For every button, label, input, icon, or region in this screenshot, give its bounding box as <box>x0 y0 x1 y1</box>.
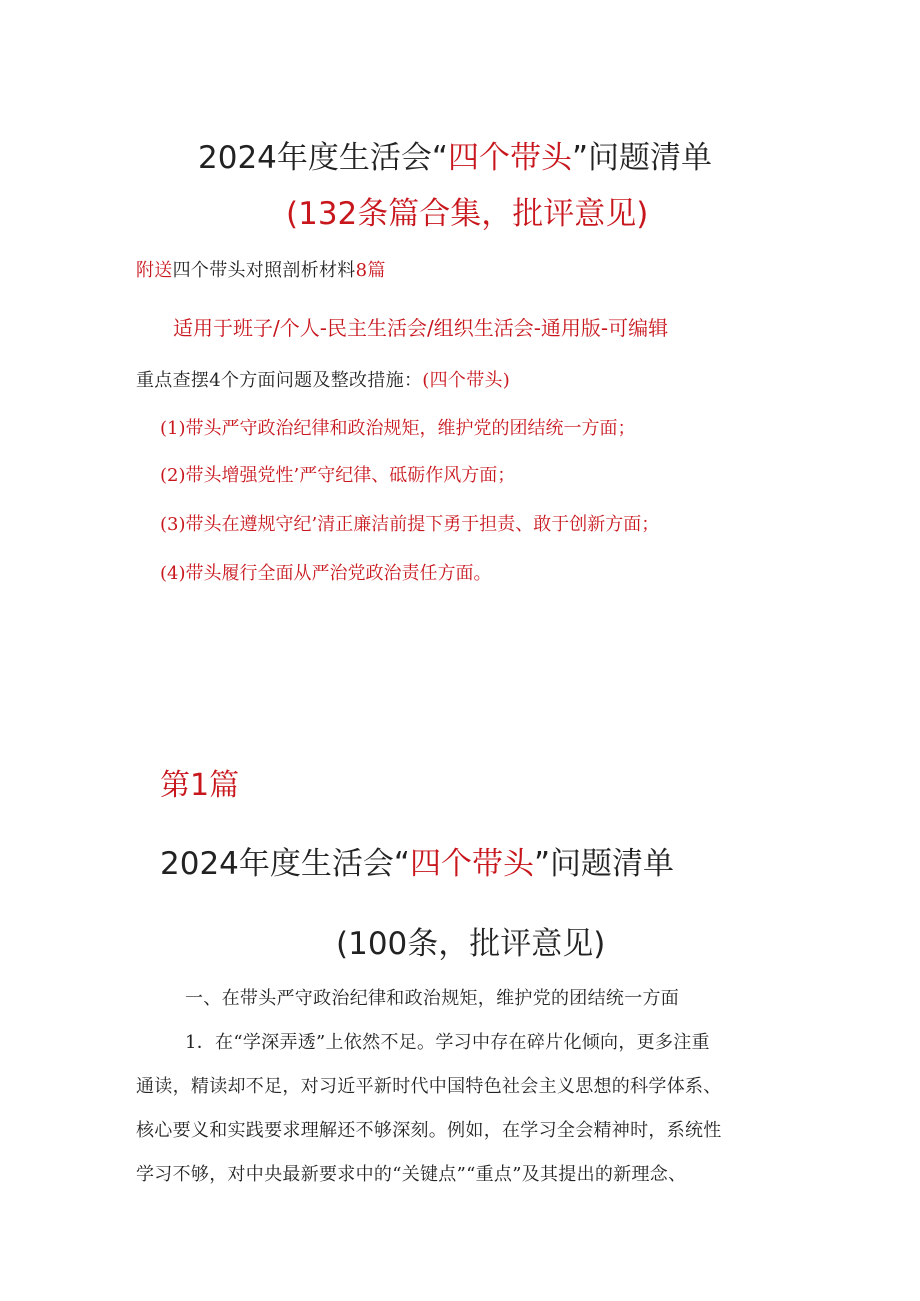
paragraph-line: 1．在“学深弄透”上依然不足。学习中存在碎片化倾向，更多注重 <box>185 1032 710 1053</box>
title-text-1: 2024年度生活会“ <box>198 140 448 176</box>
focus-item: (1)带头严守政治纪律和政治规矩，维护党的团结统一方面； <box>160 418 636 439</box>
attachment-count: 8篇 <box>355 260 386 281</box>
paragraph-line: 通读，精读却不足，对习近平新时代中国特色社会主义思想的科学体系、 <box>136 1076 722 1097</box>
applicability-note: 适用于班子/个人-民主生活会/组织生活会-通用版-可编辑 <box>173 316 669 340</box>
focus-intro-paren: (四个带头) <box>422 370 511 391</box>
attachment-text: 四个带头对照剖析材料 <box>172 260 356 281</box>
chapter-title-highlight: 四个带头 <box>409 846 534 882</box>
chapter-title <box>160 838 674 883</box>
title-highlight: 四个带头 <box>447 140 572 176</box>
focus-item: (2)带头增强党性’严守纪律、砥砺作风方面； <box>160 465 516 486</box>
focus-intro-text: 重点查摆4个方面问题及整改措施： <box>136 370 423 391</box>
focus-item: (4)带头履行全面从严治党政治责任方面。 <box>160 563 492 584</box>
attachment-note <box>136 256 386 282</box>
paragraph-line: 学习不够，对中央最新要求中的“关键点”“重点”及其提出的新理念、 <box>136 1164 687 1185</box>
focus-intro <box>136 366 510 392</box>
chapter-label: 第1篇 <box>160 768 240 803</box>
chapter-title-text-1: 2024年度生活会“ <box>160 846 410 882</box>
attachment-prefix: 附送 <box>136 260 173 281</box>
paragraph-line: 核心要义和实践要求理解还不够深刻。例如，在学习全会精神时，系统性 <box>136 1120 722 1141</box>
document-subtitle: (132条篇合集，批评意见) <box>286 196 649 232</box>
document-title <box>198 132 712 177</box>
title-text-2: ”问题清单 <box>571 140 713 176</box>
chapter-title-text-2: ”问题清单 <box>533 846 675 882</box>
focus-item: (3)带头在遵规守纪’清正廉洁前提下勇于担责、敢于创新方面； <box>160 514 660 535</box>
section-heading: 一、在带头严守政治纪律和政治规矩，维护党的团结统一方面 <box>185 988 680 1009</box>
chapter-subtitle: (100条，批评意见) <box>336 926 606 962</box>
